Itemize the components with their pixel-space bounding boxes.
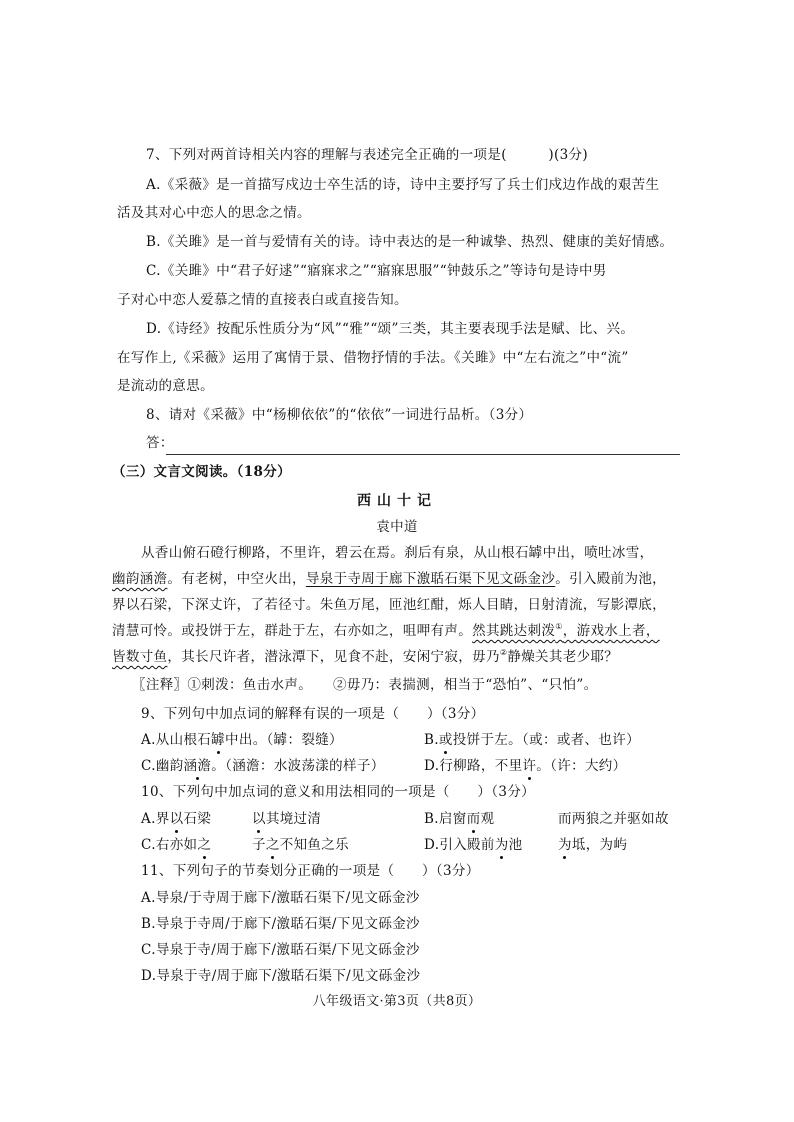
q8-stem: 8、请对《采薇》中“杨柳依依”的“依依”一词进行品析。（3分） xyxy=(146,407,533,423)
q10-stem: 10、下列句中加点词的意义和用法相同的一项是（ ）（3分） xyxy=(141,784,536,800)
q10-option-a-pair: 以 其境过清 xyxy=(252,810,321,828)
q7-option-a-line2: 活及其对心中恋人的思念之情。 xyxy=(117,205,311,221)
emphasis-dot xyxy=(217,751,220,754)
emphasis-dot xyxy=(257,830,260,833)
section-heading: （三）文言文阅读。（18分） xyxy=(112,464,291,480)
wavy-phrase-youyun: 幽韵涵澹 xyxy=(112,571,168,587)
q8-answer-line[interactable] xyxy=(166,454,680,455)
passage-line-4: 清慧可怜。或投饼于左，群赴于左，右亦如之，咀呷有声。然其跳达刺泼①，游戏水上者， xyxy=(112,622,660,639)
q8-answer-label: 答： xyxy=(146,435,174,451)
q7-option-d-line2: 在写作上,《采薇》运用了寓情于景、借物抒情的手法。《关雎》中“左右流之”中“流” xyxy=(117,350,629,366)
q10-option-d: D.引入殿前为 池 xyxy=(424,836,522,854)
q10-option-b-pair: 而两狼之并驱如故 xyxy=(558,811,669,827)
passage-title: 西山十记 xyxy=(357,493,437,509)
emphasis-dot xyxy=(563,856,566,859)
q9-option-a: A.从山根石罅 中出。（罅：裂缝） xyxy=(141,731,343,749)
underlined-sentence: 导泉于寺周于廊下激聒石渠下见文砾金沙 xyxy=(305,571,556,587)
wavy-phrase-tiaoda: 然其跳达刺泼①，游戏水上者， xyxy=(472,622,660,639)
emphasis-dot xyxy=(271,856,274,859)
emphasis-dot xyxy=(528,777,531,780)
emphasis-dot xyxy=(500,856,503,859)
q7-option-c-line2: 子对心中恋人爱慕之情的直接表白或直接告知。 xyxy=(117,292,408,308)
q7-option-b: B.《关雎》是一首与爱情有关的诗。诗中表达的是一种诚挚、热烈、健康的美好情感。 xyxy=(146,234,674,250)
q10-option-a: A.界以 石梁 xyxy=(141,810,211,828)
passage-line-5: 皆数寸鱼，其长尺许者，潜泳潭下，见食不赴，安闲宁寂，毋乃②静燥关其老少耶？ xyxy=(112,648,619,665)
wavy-phrase-shucunyu: 皆数寸鱼 xyxy=(112,649,168,665)
q7-option-d-line3: 是流动的意思。 xyxy=(117,378,214,394)
passage-notes: 〖注释〗①刺泼：鱼击水声。 ②毋乃：表揣测，相当于“恐怕”、“只怕”。 xyxy=(132,677,598,693)
emphasis-dot xyxy=(203,856,206,859)
passage-author: 袁中道 xyxy=(376,519,418,535)
passage-line-3: 界以石梁，下深丈许，了若径寸。朱鱼万尾，匝池红酣，烁人目睛，日射清流，写影潭底， xyxy=(112,597,666,613)
emphasis-dot xyxy=(444,751,447,754)
passage-line-1: 从香山俯石磴行柳路，不里许，碧云在焉。刹后有泉，从山根石罅中出，喷吐冰雪， xyxy=(141,545,654,561)
q11-stem: 11、下列句子的节奏划分正确的一项是（ ）（3分） xyxy=(141,863,480,879)
q10-option-c: C.右亦如之 xyxy=(141,836,211,854)
q7-option-d-line1: D.《诗经》按配乐性质分为“风”“雅”“颂”三类，其主要表现手法是赋、比、兴。 xyxy=(146,321,635,337)
emphasis-dot xyxy=(196,777,199,780)
q9-option-d: D.行柳路，不里许 。（许：大约） xyxy=(424,757,627,775)
q10-option-d-pair: 为 坻，为屿 xyxy=(558,836,627,854)
q11-option-d: D.导泉于寺/周于廊下/激聒石渠下/见文砾金沙 xyxy=(141,968,421,984)
emphasis-dot xyxy=(472,830,475,833)
q11-option-b: B.导泉于寺周/于廊下/激聒石渠/下见文砾金沙 xyxy=(141,916,420,932)
q7-option-c-line1: C.《关雎》中“君子好逑”“寤寐求之”“寤寐思服”“钟鼓乐之”等诗句是诗中男 xyxy=(146,263,607,279)
q10-option-b: B.启窗而 观 xyxy=(424,810,494,828)
q9-stem: 9、下列句中加点词的解释有误的一项是（ ）（3分） xyxy=(141,706,485,722)
q9-option-b: B.或 投饼于左。（或：或者、也许） xyxy=(424,731,640,749)
emphasis-dot xyxy=(175,830,178,833)
page-footer: 八年级语文·第3页（共8页） xyxy=(312,994,482,1009)
q11-option-a: A.导泉/于寺周于廊下/激聒石渠下/见文砾金沙 xyxy=(141,890,420,906)
q7-stem: 7、下列对两首诗相关内容的理解与表述完全正确的一项是( )(3分) xyxy=(146,147,588,163)
q9-option-c: C.幽韵涵澹 。（涵澹：水波荡漾的样子） xyxy=(141,757,385,775)
q7-option-a-line1: A.《采薇》是一首描写戍边士卒生活的诗，诗中主要抒写了兵士们戍边作战的艰苦生 xyxy=(146,177,660,193)
passage-line-2: 幽韵涵澹。有老树，中空火出，导泉于寺周于廊下激聒石渠下见文砾金沙。引入殿前为池， xyxy=(112,571,667,587)
q10-option-c-pair: 子之 不知鱼之乐 xyxy=(252,836,349,854)
q11-option-c: C.导泉于寺/周于廊下/激聒石渠/下见文砾金沙 xyxy=(141,942,420,958)
